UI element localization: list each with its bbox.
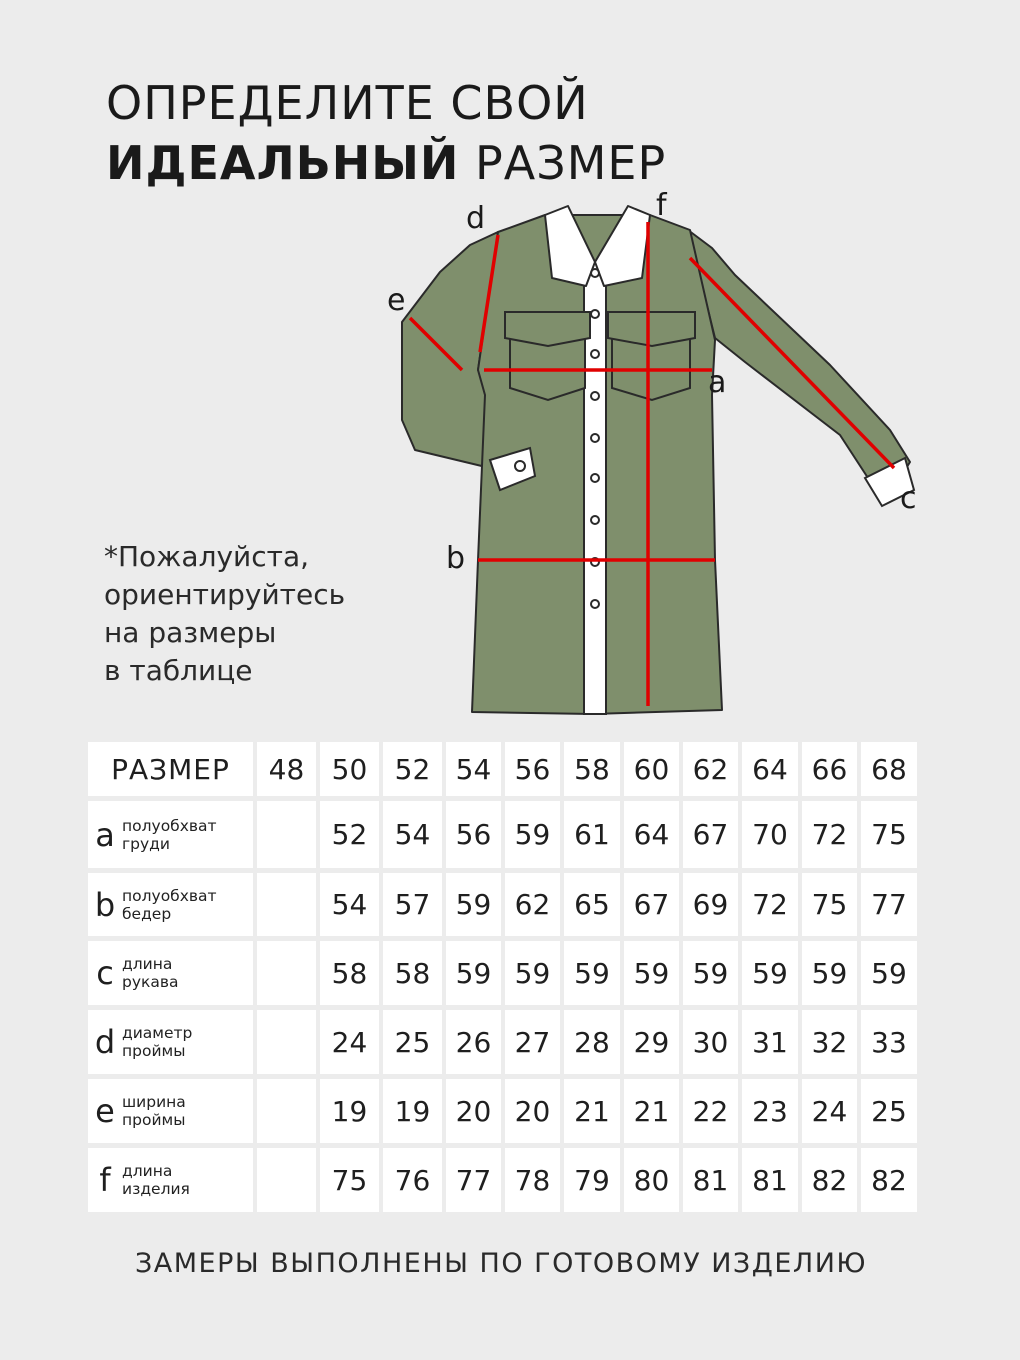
table-cell xyxy=(257,873,316,936)
page-title-line1: ОПРЕДЕЛИТЕ СВОЙ xyxy=(106,76,589,130)
table-cell: 67 xyxy=(624,873,679,936)
table-cell: 77 xyxy=(446,1148,501,1212)
size-header: 56 xyxy=(505,742,560,796)
table-cell: 70 xyxy=(742,801,798,868)
table-cell: 75 xyxy=(320,1148,379,1212)
table-cell: 79 xyxy=(564,1148,620,1212)
row-description-line: груди xyxy=(122,834,170,853)
table-cell: 20 xyxy=(446,1079,501,1143)
table-cell: 76 xyxy=(383,1148,442,1212)
table-cell: 19 xyxy=(383,1079,442,1143)
table-cell: 20 xyxy=(505,1079,560,1143)
size-header: 50 xyxy=(320,742,379,796)
table-cell xyxy=(257,801,316,868)
row-description-line: длина xyxy=(122,1162,173,1180)
row-description-line: проймы xyxy=(122,1042,186,1060)
table-cell: 59 xyxy=(802,941,857,1005)
table-cell: 69 xyxy=(683,873,738,936)
label-b: b xyxy=(446,541,466,576)
row-label xyxy=(88,941,253,1005)
title-bold-word: ИДЕАЛЬНЫЙ xyxy=(106,136,460,190)
measure-c-line xyxy=(690,258,894,468)
table-cell: 58 xyxy=(320,941,379,1005)
table-cell: 56 xyxy=(446,801,501,868)
table-cell: 65 xyxy=(564,873,620,936)
table-cell: 58 xyxy=(383,941,442,1005)
table-cell: 22 xyxy=(683,1079,738,1143)
size-header: 66 xyxy=(802,742,857,796)
row-description xyxy=(122,955,179,991)
row-description-line: диаметр xyxy=(122,1024,193,1042)
table-cell: 54 xyxy=(320,873,379,936)
table-cell: 62 xyxy=(505,873,560,936)
table-cell: 64 xyxy=(624,801,679,868)
table-cell: 72 xyxy=(802,801,857,868)
row-letter: c xyxy=(96,954,114,992)
table-cell: 59 xyxy=(505,801,560,868)
table-cell: 82 xyxy=(802,1148,857,1212)
size-header: 48 xyxy=(257,742,316,796)
row-description-line: полуобхват xyxy=(122,886,217,905)
table-cell: 80 xyxy=(624,1148,679,1212)
table-cell: 78 xyxy=(505,1148,560,1212)
table-cell: 77 xyxy=(861,873,917,936)
size-header: 58 xyxy=(564,742,620,796)
row-letter: f xyxy=(99,1161,111,1199)
row-description xyxy=(122,1162,190,1198)
table-cell xyxy=(257,1148,316,1212)
note-line: на размеры xyxy=(104,616,277,649)
table-cell xyxy=(257,1079,316,1143)
table-cell: 59 xyxy=(505,941,560,1005)
garment-diagram xyxy=(380,180,940,725)
label-e: e xyxy=(387,283,406,318)
table-cell: 26 xyxy=(446,1010,501,1074)
size-header: 60 xyxy=(624,742,679,796)
table-cell xyxy=(257,941,316,1005)
table-cell: 57 xyxy=(383,873,442,936)
row-description-line: бедер xyxy=(122,904,172,923)
row-description xyxy=(122,887,217,923)
size-table xyxy=(88,742,917,1212)
row-description xyxy=(122,1093,186,1129)
row-description xyxy=(122,1024,192,1060)
table-cell: 21 xyxy=(564,1079,620,1143)
table-cell: 19 xyxy=(320,1079,379,1143)
row-letter: a xyxy=(95,815,115,854)
table-cell: 81 xyxy=(742,1148,798,1212)
table-cell: 33 xyxy=(861,1010,917,1074)
label-f: f xyxy=(656,188,667,223)
right-sleeve xyxy=(688,230,910,478)
table-cell: 59 xyxy=(446,941,501,1005)
table-cell: 59 xyxy=(861,941,917,1005)
table-cell: 54 xyxy=(383,801,442,868)
note-line: в таблице xyxy=(104,654,253,687)
table-cell: 59 xyxy=(624,941,679,1005)
size-note xyxy=(104,538,345,690)
footer-note: ЗАМЕРЫ ВЫПОЛНЕНЫ ПО ГОТОВОМУ ИЗДЕЛИЮ xyxy=(134,1248,868,1279)
table-cell: 24 xyxy=(320,1010,379,1074)
table-cell: 27 xyxy=(505,1010,560,1074)
table-cell: 59 xyxy=(742,941,798,1005)
size-header: 62 xyxy=(683,742,738,796)
table-cell: 72 xyxy=(742,873,798,936)
size-header: 64 xyxy=(742,742,798,796)
table-cell: 25 xyxy=(383,1010,442,1074)
table-header-label: РАЗМЕР xyxy=(88,742,253,796)
row-label xyxy=(88,801,253,868)
table-cell: 32 xyxy=(802,1010,857,1074)
label-c: c xyxy=(900,481,917,516)
table-cell: 24 xyxy=(802,1079,857,1143)
table-cell: 30 xyxy=(683,1010,738,1074)
table-cell: 67 xyxy=(683,801,738,868)
row-label xyxy=(88,873,253,936)
table-cell: 29 xyxy=(624,1010,679,1074)
row-label xyxy=(88,1010,253,1074)
table-cell: 81 xyxy=(683,1148,738,1212)
row-letter: d xyxy=(94,1023,116,1061)
table-cell: 75 xyxy=(802,873,857,936)
table-cell: 59 xyxy=(446,873,501,936)
table-cell: 31 xyxy=(742,1010,798,1074)
row-letter: e xyxy=(95,1092,115,1130)
row-letter: b xyxy=(94,885,116,924)
size-header: 52 xyxy=(383,742,442,796)
table-cell xyxy=(257,1010,316,1074)
table-cell: 21 xyxy=(624,1079,679,1143)
row-label xyxy=(88,1079,253,1143)
table-cell: 59 xyxy=(683,941,738,1005)
table-cell: 82 xyxy=(861,1148,917,1212)
label-a: a xyxy=(708,365,727,400)
table-cell: 52 xyxy=(320,801,379,868)
label-d: d xyxy=(466,201,486,236)
table-cell: 59 xyxy=(564,941,620,1005)
table-cell: 23 xyxy=(742,1079,798,1143)
row-description-line: рукава xyxy=(122,973,179,991)
row-description-line: длина xyxy=(122,955,173,973)
title-rest: РАЗМЕР xyxy=(459,136,667,190)
row-description-line: полуобхват xyxy=(122,816,217,835)
row-description-line: ширина xyxy=(122,1093,186,1111)
table-cell: 25 xyxy=(861,1079,917,1143)
note-line: *Пожалуйста, xyxy=(104,540,309,573)
table-cell: 75 xyxy=(861,801,917,868)
table-cell: 61 xyxy=(564,801,620,868)
row-description-line: проймы xyxy=(122,1111,186,1129)
size-header: 68 xyxy=(861,742,917,796)
row-label xyxy=(88,1148,253,1212)
table-cell: 28 xyxy=(564,1010,620,1074)
row-description-line: изделия xyxy=(122,1180,190,1198)
size-header: 54 xyxy=(446,742,501,796)
row-description xyxy=(122,817,217,853)
note-line: ориентируйтесь xyxy=(104,578,346,611)
